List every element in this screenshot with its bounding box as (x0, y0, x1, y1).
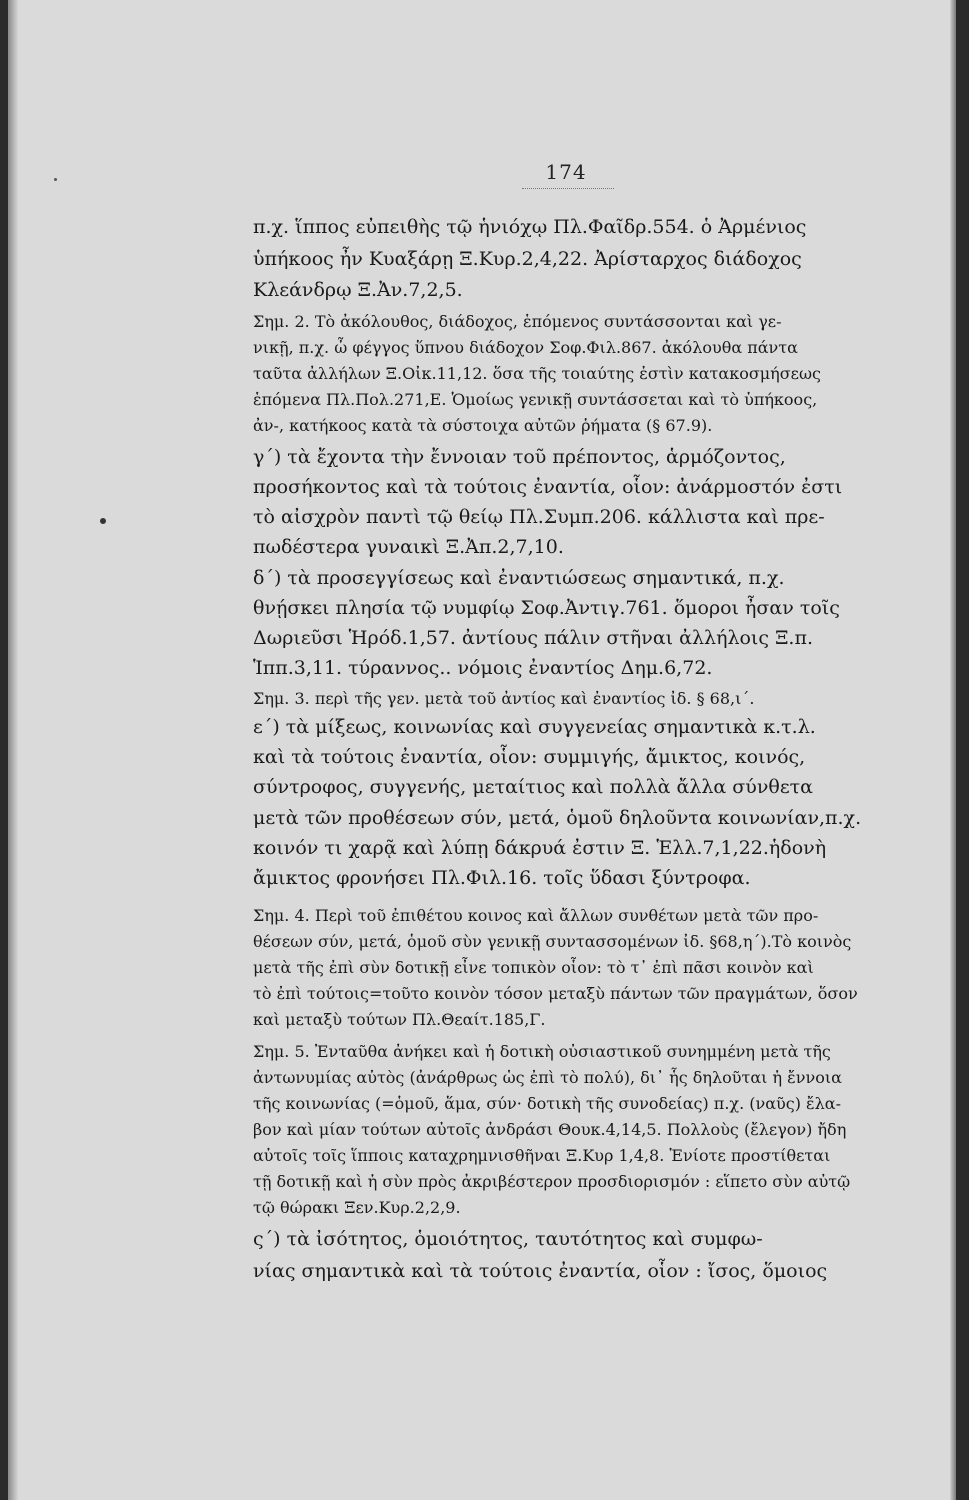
text-line: πωδέστερα γυναικὶ Ξ.Ἀπ.2,7,10. (253, 536, 564, 558)
text-line: καὶ μεταξὺ τούτων Πλ.Θεαίτ.185,Γ. (253, 1010, 546, 1029)
text-line: π.χ. ἵππος εὐπειθὴς τῷ ἡνιόχῳ Πλ.Φαῖδρ.554. ὁ Ἀρμένιος (253, 216, 807, 238)
text-line: θνῄσκει πλησία τῷ νυμφίῳ Σοφ.Ἀντιγ.761. ὅμοροι ἦσαν τοῖς (253, 597, 840, 619)
text-line: τῇ δοτικῇ καὶ ἡ σὺν πρὸς ἀκριβέστερον προσδιορισμόν : εἵπετο σὺν αὐτῷ (253, 1172, 851, 1191)
text-line: τὸ ἐπὶ τούτοις=τοῦτο κοινὸν τόσον μεταξὺ πάντων τῶν πραγμάτων, ὅσον (253, 984, 858, 1003)
text-line: αὐτοῖς τοῖς ἵπποις καταχρημνισθῆναι Ξ.Κυρ 1,4,8. Ἐνίοτε προστίθεται (253, 1146, 831, 1165)
text-line: καὶ τὰ τούτοις ἐναντία, οἷον: συμμιγής, ἄμικτος, κοινός, (253, 746, 806, 768)
text-line: μετὰ τῆς ἐπὶ σὺν δοτικῇ εἶνε τοπικὸν οἷον: τὸ τ᾽ ἐπὶ πᾶσι κοινὸν καὶ (253, 958, 814, 977)
margin-speck (54, 178, 57, 181)
text-line: κοινόν τι χαρᾷ καὶ λύπῃ δάκρυά ἐστιν Ξ. Ἑλλ.7,1,22.ἡδονὴ (253, 837, 827, 859)
text-line: ε´) τὰ μίξεως, κοινωνίας καὶ συγγενείας σημαντικὰ κ.τ.λ. (253, 716, 816, 738)
text-line: προσήκοντος καὶ τὰ τούτοις ἐναντία, οἷον: ἀνάρμοστόν ἐστι (253, 476, 843, 498)
page-right-edge (950, 0, 956, 1500)
text-line: ὑπήκοος ἦν Κυαξάρῃ Ξ.Κυρ.2,4,22. Ἀρίσταρχος διάδοχος (253, 248, 802, 270)
text-line: Κλεάνδρῳ Ξ.Ἀν.7,2,5. (253, 279, 463, 301)
text-line: γ´) τὰ ἔχοντα τὴν ἔννοιαν τοῦ πρέποντος, ἁρμόζοντος, (253, 446, 786, 468)
text-line: Σημ. 3. περὶ τῆς γεν. μετὰ τοῦ ἀντίος καὶ ἐναντίος ἰδ. § 68,ι´. (253, 689, 755, 708)
page-number: 174 (545, 160, 587, 184)
text-line: δ´) τὰ προσεγγίσεως καὶ ἐναντιώσεως σημαντικά, π.χ. (253, 567, 785, 589)
text-line: βον καὶ μίαν τούτων αὐτοῖς ἀνδράσι Θουκ.4,14,5. Πολλοὺς (ἔλεγον) ἤδη (253, 1120, 847, 1139)
text-line: τῆς κοινωνίας (=ὁμοῦ, ἅμα, σύν· δοτικὴ τῆς συνοδείας) π.χ. (ναῦς) ἔλα- (253, 1094, 841, 1113)
text-line: Σημ. 4. Περὶ τοῦ ἐπιθέτου κοινος καὶ ἄλλων συνθέτων μετὰ τῶν προ- (253, 906, 819, 925)
text-line: νίας σημαντικὰ καὶ τὰ τούτοις ἐναντία, οἷον : ἴσος, ὅμοιος (253, 1260, 828, 1282)
text-line: νικῇ, π.χ. ὦ φέγγος ὕπνου διάδοχον Σοφ.Φιλ.867. ἀκόλουθα πάντα (253, 338, 798, 357)
book-page (8, 0, 956, 1500)
text-line: ἑπόμενα Πλ.Πολ.271,Ε. Ὁμοίως γενικῇ συντάσσεται καὶ τὸ ὑπήκοος, (253, 390, 818, 409)
text-line: Σημ. 5. Ἐνταῦθα ἀνήκει καὶ ἡ δοτικὴ οὐσιαστικοῦ συνημμένη μετὰ τῆς (253, 1042, 831, 1061)
text-line: θέσεων σύν, μετά, ὁμοῦ σὺν γενικῇ συντασσομένων ἰδ. §68,η´).Τὸ κοινὸς (253, 932, 852, 951)
text-line: ταῦτα ἀλλήλων Ξ.Οἰκ.11,12. ὅσα τῆς τοιαύτης ἐστὶν κατακοσμήσεως (253, 364, 821, 383)
text-line: Ἱππ.3,11. τύραννος.. νόμοις ἐναντίος Δημ.6,72. (253, 657, 713, 679)
text-line: Σημ. 2. Τὸ ἀκόλουθος, διάδοχος, ἑπόμενος συντάσσονται καὶ γε- (253, 312, 782, 331)
text-line: τῷ θώρακι Ξεν.Κυρ.2,2,9. (253, 1198, 461, 1217)
text-line: ς´) τὰ ἰσότητος, ὁμοιότητος, ταυτότητος καὶ συμφω- (253, 1228, 763, 1250)
text-line: σύντροφος, συγγενής, μεταίτιος καὶ πολλὰ ἄλλα σύνθετα (253, 776, 813, 798)
text-line: ἄμικτος φρονήσει Πλ.Φιλ.16. τοῖς ὕδασι ξύντροφα. (253, 867, 751, 889)
margin-ink-dot (100, 518, 106, 524)
text-line: τὸ αἰσχρὸν παντὶ τῷ θείῳ Πλ.Συμπ.206. κάλλιστα καὶ πρε- (253, 506, 825, 528)
page-gutter-shadow (8, 0, 18, 1500)
text-line: μετὰ τῶν προθέσεων σύν, μετά, ὁμοῦ δηλοῦντα κοινωνίαν,π.χ. (253, 807, 862, 829)
text-line: Δωριεῦσι Ἡρόδ.1,57. ἀντίους πάλιν στῆναι ἀλλήλοις Ξ.π. (253, 627, 813, 649)
text-line: ἀν-, κατήκοος κατὰ τὰ σύστοιχα αὐτῶν ῥήματα (§ 67.9). (253, 416, 713, 435)
page-number-rule (522, 188, 614, 189)
text-line: ἀντωνυμίας αὐτὸς (ἀνάρθρως ὡς ἐπὶ τὸ πολύ), δι᾽ ἧς δηλοῦται ἡ ἔννοια (253, 1068, 842, 1087)
